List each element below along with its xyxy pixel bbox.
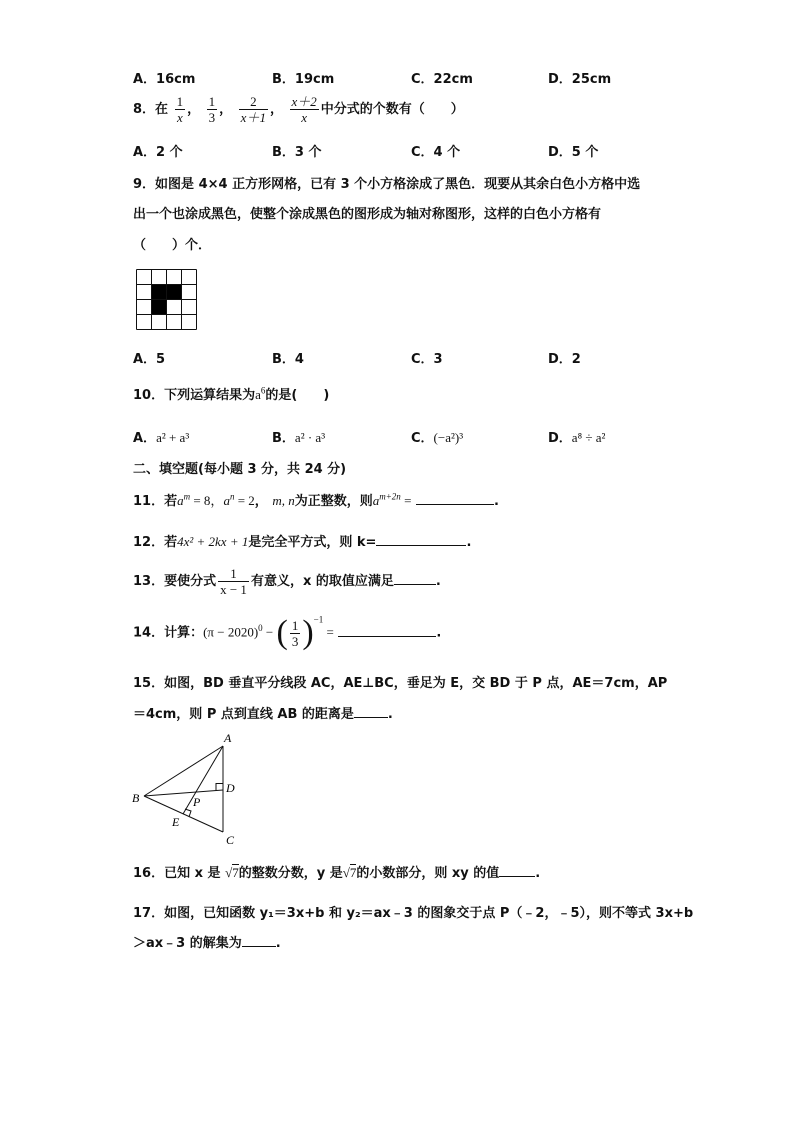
q8-option-c: C．4 个 — [411, 145, 461, 160]
q8-fraction-2: $\frac{1}{3}$ — [208, 94, 216, 125]
geometry-figure — [130, 728, 240, 848]
q9-line-1: 9．如图是 4×4 正方形网格，已有 3 个小方格涂成了黑色．现要从其余白色小方格中选 — [133, 177, 641, 192]
sqrt-icon: √ — [225, 865, 233, 880]
q15-answer-blank[interactable] — [354, 705, 388, 718]
q9-option-b: B．4 — [272, 352, 304, 367]
q7-option-c: C．22cm — [411, 72, 473, 87]
q7-option-a: A．16cm — [133, 72, 196, 87]
q9-line-3: （ ）个． — [133, 238, 212, 253]
q17-line-1: 17．如图，已知函数 y₁＝3x+b 和 y₂＝ax﹣3 的图象交于点 P（﹣2，﹣5），则不等式 3x+b — [133, 906, 694, 921]
q17-line-2: ＞ax﹣3 的解集为 . — [133, 936, 281, 951]
q10-option-b: B．a² · a³ — [272, 430, 326, 446]
question-16: 16．已知 x 是 √7的整数分数，y 是√7的小数部分，则 xy 的值 . — [133, 865, 541, 881]
grid-figure — [136, 269, 198, 331]
q15-line-1: 15．如图，BD 垂直平分线段 AC，AE⊥BC，垂足为 E，交 BD 于 P 点，AE＝7cm，AP — [133, 676, 668, 691]
q9-line-2: 出一个也涂成黑色，使整个涂成黑色的图形成为轴对称图形，这样的白色小方格有 — [133, 207, 602, 222]
q8-option-d: D．5 个 — [548, 145, 599, 160]
label-a: A — [224, 731, 232, 745]
label-c: C — [226, 833, 235, 847]
label-d: D — [226, 781, 235, 795]
q17-answer-blank[interactable] — [242, 934, 276, 947]
question-10: 10．下列运算结果为$a^6$的是( ) — [133, 385, 330, 403]
q9-option-c: C．3 — [411, 352, 443, 367]
question-11: 11．若$a^m = 8$，$a^n = 2$， m, n为正整数，则$a^{m+2n}$ = . — [133, 491, 499, 509]
q14-answer-blank[interactable] — [338, 624, 436, 637]
q12-answer-blank[interactable] — [376, 533, 466, 546]
question-14: 14．计算：$(\pi - 2020)^0$ − ( $\frac{1}{3}$ )$^{-1}$ = . — [133, 614, 442, 651]
q8-prefix: 8．在 — [133, 102, 169, 117]
q7-option-d: D．25cm — [548, 72, 612, 87]
label-p: P — [193, 795, 201, 809]
q8-suffix: 中分式的个数有（ ） — [320, 102, 464, 117]
question-8: 8．在 $\frac{1}{x}$ ， $\frac{1}{3}$ ， $\frac{2}{x+1}$ ， $\frac{x+2}{x}$ 中分式的个数有（ ） — [133, 94, 464, 125]
question-12: 12．若4x² + 2kx + 1是完全平方式，则 k= . — [133, 534, 472, 550]
segment-ae — [183, 746, 223, 814]
q16-answer-blank[interactable] — [499, 864, 535, 877]
q9-option-d: D．2 — [548, 352, 581, 367]
q8-option-b: B．3 个 — [272, 145, 322, 160]
q14-fraction: $\frac{1}{3}$ — [291, 617, 299, 649]
q10-option-a: A．a² + a³ — [133, 430, 190, 446]
segment-bd — [144, 790, 223, 796]
q10-option-d: D．a⁸ ÷ a² — [548, 430, 606, 446]
q10-option-c: C．(−a²)³ — [411, 430, 464, 446]
q8-option-a: A．2 个 — [133, 145, 183, 160]
q9-option-a: A．5 — [133, 352, 166, 367]
q13-answer-blank[interactable] — [394, 572, 436, 585]
black-cell-2 — [151, 299, 166, 314]
q11-answer-blank[interactable] — [416, 492, 494, 505]
label-b: B — [132, 791, 140, 805]
right-angle-d — [216, 784, 223, 791]
q8-fraction-1: $\frac{1}{x}$ — [176, 94, 184, 125]
q8-fraction-4: $\frac{x+2}{x}$ — [291, 94, 317, 125]
label-e: E — [172, 815, 180, 829]
section-2-heading: 二、填空题(每小题 3 分，共 24 分) — [133, 462, 347, 477]
q8-fraction-3: $\frac{2}{x+1}$ — [240, 94, 266, 125]
q7-option-b: B．19cm — [272, 72, 335, 87]
sqrt-icon: √ — [342, 865, 350, 880]
segment-ab — [144, 746, 223, 796]
q15-line-2: ＝4cm，则 P 点到直线 AB 的距离是 . — [133, 707, 393, 722]
question-13: 13．要使分式 $\frac{1}{x - 1}$ 有意义，x 的取值应满足 . — [133, 566, 441, 597]
q13-fraction: $\frac{1}{x - 1}$ — [220, 566, 247, 597]
